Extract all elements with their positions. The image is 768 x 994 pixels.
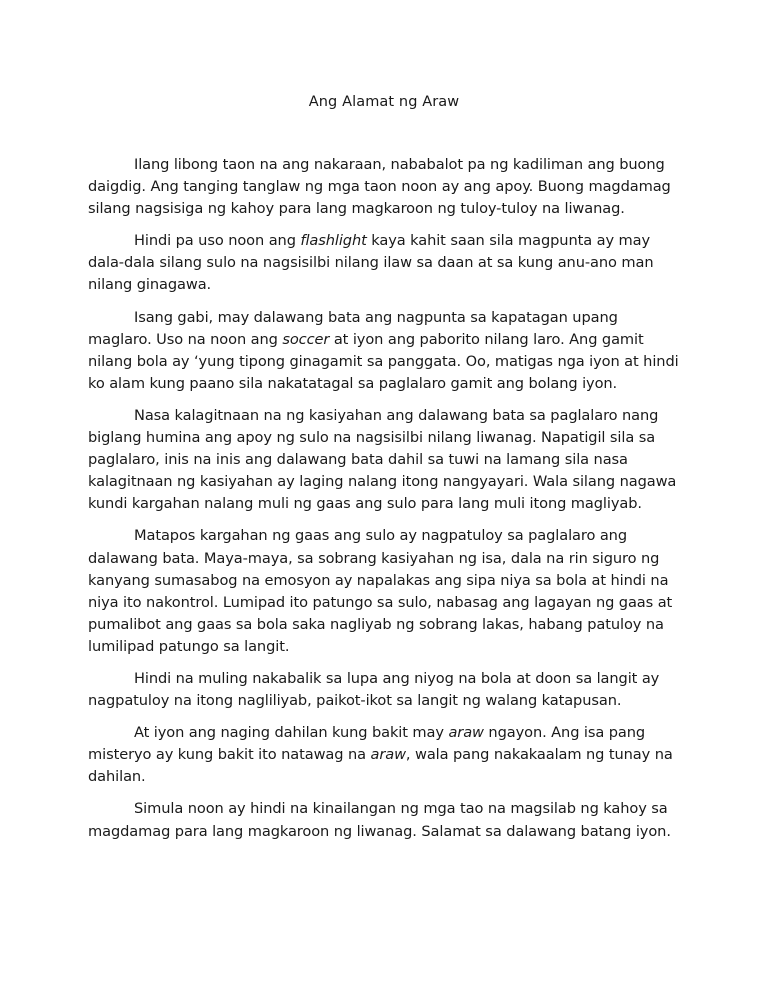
paragraph-text: At iyon ang naging dahilan kung bakit may xyxy=(134,724,449,742)
italic-term: araw xyxy=(448,724,484,742)
document-title: Ang Alamat ng Araw xyxy=(308,94,460,110)
document-body xyxy=(88,154,684,853)
paragraph-text: Hindi na muling nakabalik sa lupa ang niyog na bola at doon sa langit ay nagpatuloy na itong nagliliyab, paikot-ikot sa langit ng walang katapusan. xyxy=(88,669,660,710)
paragraph-text: Hindi pa uso noon ang xyxy=(134,232,301,250)
paragraph xyxy=(88,668,684,712)
paragraph-text: Matapos kargahan ng gaas ang sulo ay nagpatuloy sa paglalaro ang dalawang bata. Maya-maya, sa sobrang kasiyahan ng isa, dala na rin siguro ng kanyang sumasabog na emosyon ay napalakas ang sipa niya sa bola at hindi na niya ito nakontrol. Lumipad ito patungo sa sulo, nabasag ang lagayan ng gaas at pumalibot ang gaas sa bola saka nagliyab ng sobrang lakas, habang patuloy na lumilipad patungo sa langit. xyxy=(88,527,673,655)
paragraph-text: Simula noon ay hindi na kinailangan ng mga tao na magsilab ng kahoy sa magdamag para lang magkaroon ng liwanag. Salamat sa dalawang batang iyon. xyxy=(88,800,671,840)
paragraph xyxy=(88,230,684,296)
paragraph-text: Ilang libong taon na ang nakaraan, nababalot pa ng kadiliman ang buong daigdig. Ang tanging tanglaw ng mga taon noon ay ang apoy. Buong magdamag silang nagsisiga ng kahoy para lang magkaroon ng tuloy-tuloy na liwanag. xyxy=(88,156,671,218)
italic-term: araw xyxy=(370,746,406,764)
paragraph xyxy=(88,405,684,515)
paragraph-text: Isang gabi, may dalawang bata ang nagpunta sa kapatagan upang maglaro. Uso na noon ang xyxy=(88,308,618,348)
paragraph xyxy=(88,722,684,788)
paragraph-text: , wala pang nakakaalam ng tunay na dahilan. xyxy=(88,746,673,786)
paragraph xyxy=(88,798,684,842)
paragraph xyxy=(88,307,684,395)
paragraph-text: ngayon. Ang isa pang misteryo ay kung bakit ito natawag na xyxy=(88,724,646,764)
italic-term: soccer xyxy=(282,330,330,348)
paragraph xyxy=(88,154,684,220)
paragraph xyxy=(88,525,684,658)
italic-term: flashlight xyxy=(300,232,367,250)
paragraph-text: Nasa kalagitnaan na ng kasiyahan ang dalawang bata sa paglalaro nang biglang humina ang apoy ng sulo na nagsisilbi nilang liwanag. Napatigil sila sa paglalaro, inis na inis ang dalawang bata dahil sa tuwi na lamang sila nasa kalagitnaan ng kasiyahan ay laging nalang itong nangyayari. Wala silang nagawa kundi kargahan nalang muli ng gaas ang sulo para lang muli itong magliyab. xyxy=(88,406,677,513)
paragraph-text: at iyon ang paborito nilang laro. Ang gamit nilang bola ay ‘yung tipong ginagamit sa panggata. Oo, matigas nga iyon at hindi ko alam kung paano sila nakatatagal sa paglalaro gamit ang bolang iyon. xyxy=(88,330,679,392)
paragraph-text: kaya kahit saan sila magpunta ay may dala-dala silang sulo na nagsisilbi nilang ilaw sa daan at sa kung anu-ano man nilang ginagawa. xyxy=(88,232,654,294)
